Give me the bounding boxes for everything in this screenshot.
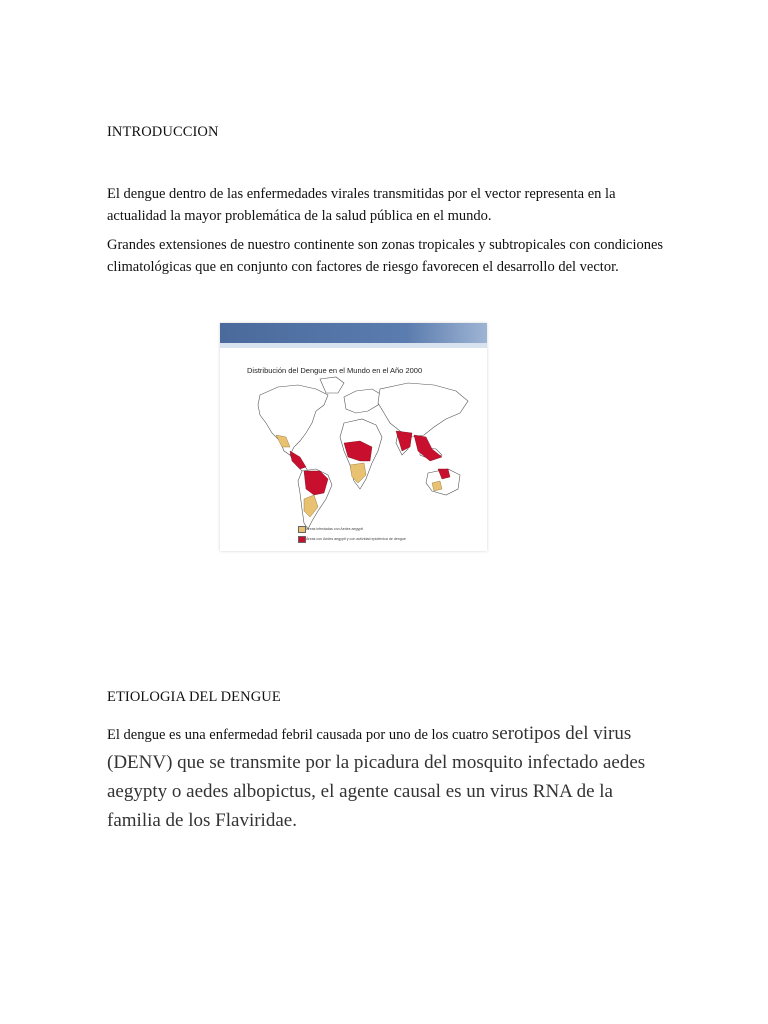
etiology-paragraph — [107, 720, 667, 836]
etiology-text-large: serotipos del virus (DENV) que se transmite por la picadura del mosquito infectado aedes aegypty o aedes albopictus, el agente causal es un virus RNA de la familia de los Flaviridae. — [107, 723, 646, 831]
dengue-distribution-map — [220, 323, 487, 551]
infested-australia — [432, 481, 442, 491]
epidemic-central-america — [290, 451, 306, 469]
etiology-heading: ETIOLOGIA DEL DENGUE — [107, 689, 281, 705]
asia — [378, 383, 468, 437]
legend-label-epidemic: Áreas con Aedes aegypti y con actividad epidémica de dengue — [306, 537, 406, 541]
epidemic-southeast-asia — [414, 435, 442, 461]
europe — [344, 389, 382, 413]
world-map — [220, 323, 487, 551]
intro-paragraph-1: El dengue dentro de las enfermedades virales transmitidas por el vector representa en la actualidad la mayor problemática de la salud pública en el mundo. — [107, 186, 616, 224]
greenland — [320, 377, 344, 393]
north-america — [258, 385, 328, 455]
legend-label-infested: Áreas infestadas con Aedes aegypti — [306, 527, 364, 531]
map-title: Distribución del Dengue en el Mundo en el Año 2000 — [247, 366, 423, 375]
intro-paragraph-2: Grandes extensiones de nuestro continente son zonas tropicales y subtropicales con condiciones climatológicas que en conjunto con factores de riesgo favorecen el desarrollo del vector. — [107, 237, 664, 275]
intro-heading: INTRODUCCION — [107, 124, 219, 140]
legend-swatch-infested — [298, 526, 306, 533]
legend-swatch-epidemic — [298, 536, 306, 543]
etiology-text-small: El dengue es una enfermedad febril causada por uno de los cuatro — [107, 727, 492, 743]
